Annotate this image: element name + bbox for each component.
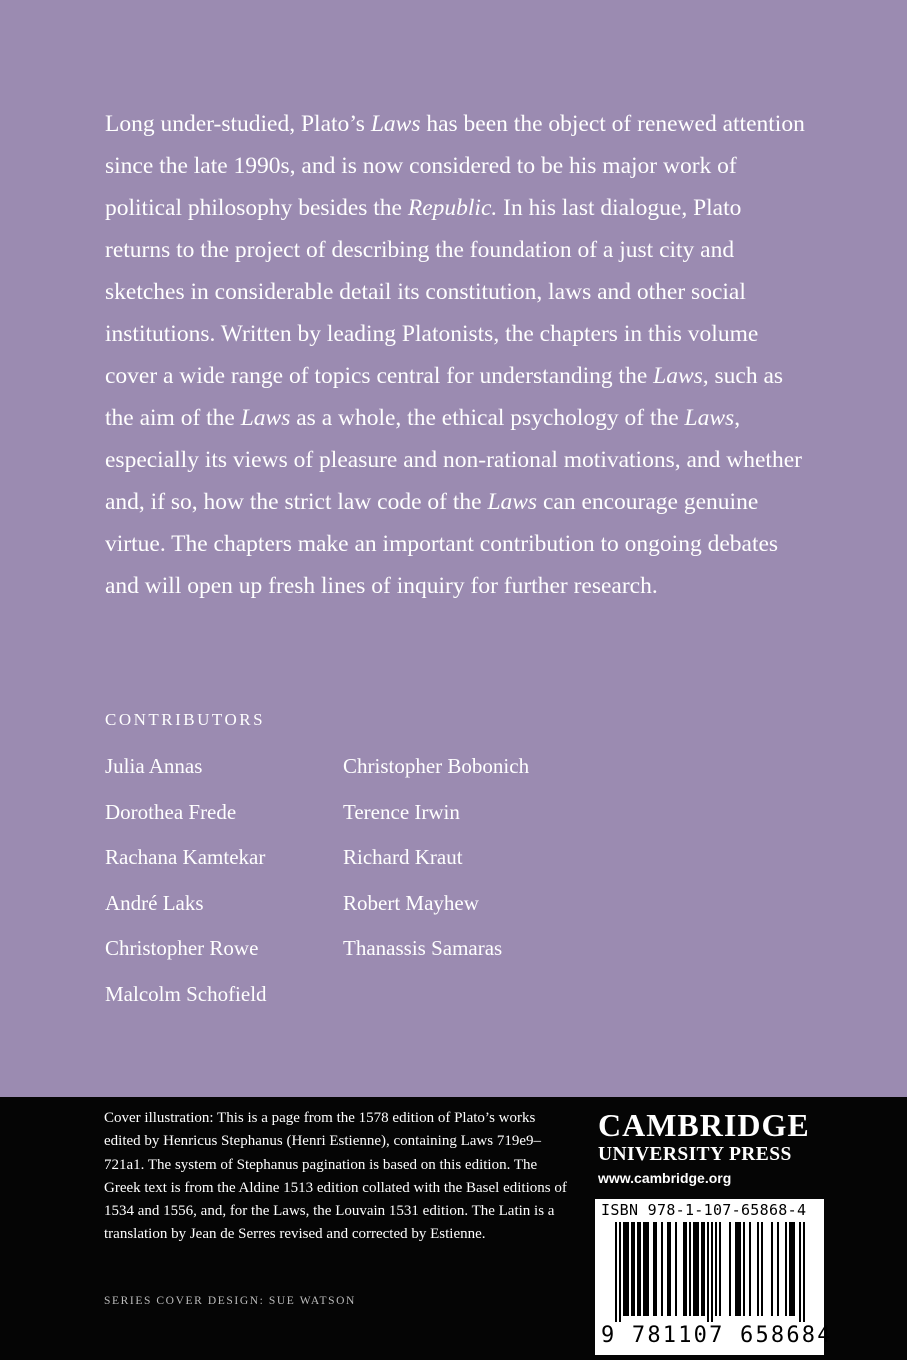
isbn-barcode [595, 1199, 833, 1355]
barcode-bar [703, 1222, 705, 1316]
barcode-bar [643, 1222, 645, 1316]
barcode-bar [743, 1222, 745, 1316]
barcode-bar [689, 1222, 691, 1316]
cover-illustration-note: Cover illustration: This is a page from the 1578 edition of Plato’s works edited by Henricus Stephanus (Henri Estienne), containing Laws 719e9–721a1. The system of Stephanus pagination is based on this edition. The Greek text is from the Aldine 1513 edition collated with the Basel editions of 1534 and 1556, and, for the Laws, the Louvain 1531 edition. The Latin is a translation by Jean de Serres revised and corrected by Estienne. [104, 1110, 567, 1243]
barcode-bar [661, 1222, 663, 1316]
blurb-text: can encourage genuine virtue. The chapters make an important contribution to ongoing debates and will open up fresh lines of inquiry for further research. [105, 489, 779, 599]
barcode-bar [619, 1222, 621, 1322]
contributor-name: Christopher Bobonich [343, 754, 530, 778]
blurb-text: , especially its views of pleasure and non-rational motivations, and whether and, if so, how the strict law code of the [105, 405, 802, 515]
barcode-bar [737, 1222, 739, 1316]
barcode-bar [791, 1222, 793, 1316]
blurb-text: as a whole, the ethical psychology of the [290, 405, 685, 431]
blurb-title-laws: Laws [684, 405, 735, 431]
barcode-bar [627, 1222, 629, 1316]
barcode-bar [707, 1222, 709, 1322]
barcode-bar [667, 1222, 669, 1316]
barcode-bar [653, 1222, 655, 1316]
barcode-bar [633, 1222, 635, 1316]
contributor-name: Julia Annas [105, 754, 203, 778]
barcode-bar [669, 1222, 671, 1316]
barcode-bar [749, 1222, 751, 1316]
barcode-bar [789, 1222, 791, 1316]
barcode-bar [647, 1222, 649, 1316]
blurb-text: In his last dialogue, Plato returns to the project of describing the foundation of a just city and sketches in considerable detail its constitution, laws and other social institutions. Written by leading Platonists, the chapters in this volume cover a wide range of topics central for understanding the [105, 195, 759, 389]
contributor-name: Dorothea Frede [105, 799, 237, 824]
contributors-right-column [343, 750, 529, 978]
footer-band [0, 1097, 907, 1360]
publisher-name: CAMBRIDGE [598, 1107, 810, 1143]
barcode-bar [655, 1222, 657, 1316]
barcode-bar [701, 1222, 703, 1316]
contributor-name: Terence Irwin [343, 799, 460, 824]
barcode-bar [645, 1222, 647, 1316]
barcode-bar [637, 1222, 639, 1316]
barcode-bar [785, 1222, 787, 1316]
barcode-bar [803, 1222, 805, 1322]
barcode-bar [771, 1222, 773, 1316]
publisher-url: www.cambridge.org [598, 1170, 732, 1186]
barcode-bar [683, 1222, 685, 1316]
barcode-bar [793, 1222, 795, 1316]
contributor-name: Malcolm Schofield [105, 981, 267, 1006]
blurb-title-republic: Republic. [407, 195, 498, 221]
publisher-press: UNIVERSITY PRESS [598, 1144, 792, 1165]
blurb-text: , such as the aim of the [105, 363, 784, 431]
barcode-bar [729, 1222, 731, 1316]
isbn-label: ISBN 978-1-107-65868-4 [601, 1201, 807, 1219]
contributor-name: Robert Mayhew [343, 890, 479, 915]
barcode-bar [757, 1222, 759, 1316]
barcode-bar [735, 1222, 737, 1316]
barcode-bar [777, 1222, 779, 1316]
barcode-bar [739, 1222, 741, 1316]
barcode-bar [639, 1222, 641, 1316]
contributor-name: Richard Kraut [343, 845, 463, 869]
contributor-name: Rachana Kamtekar [105, 845, 266, 869]
barcode-bar [615, 1222, 617, 1322]
series-cover-design-credit: SERIES COVER DESIGN: SUE WATSON [104, 1295, 356, 1307]
blurb-title-laws: Laws [487, 489, 538, 515]
barcode-bar [695, 1222, 697, 1316]
blurb-title-laws: Laws [653, 363, 703, 389]
contributor-name: Thanassis Samaras [343, 936, 503, 960]
blurb-text: has been the object of renewed attention since the late 1990s, and is now considered to be his major work of political philosophy besides the [105, 111, 805, 221]
blurb-title-laws: Laws [370, 111, 421, 137]
barcode-bar [711, 1222, 713, 1322]
contributor-name: Christopher Rowe [105, 936, 259, 960]
barcode-bar [693, 1222, 695, 1316]
blurb-paragraph [105, 103, 805, 607]
barcode-bar [799, 1222, 801, 1322]
barcode-bar [625, 1222, 627, 1316]
barcode-bar [623, 1222, 625, 1316]
barcode-bar [715, 1222, 717, 1316]
barcode-bar [697, 1222, 699, 1316]
back-cover-blurb [105, 103, 805, 607]
barcode-bar [631, 1222, 633, 1316]
barcode-bars [595, 1222, 824, 1324]
barcode-bar [719, 1222, 721, 1316]
contributor-name: André Laks [105, 890, 204, 915]
blurb-title-laws: Laws [240, 405, 291, 431]
publisher-logo [598, 1107, 828, 1189]
barcode-digits: 9 781107 658684 [601, 1323, 833, 1348]
barcode-bar [675, 1222, 677, 1316]
contributors-left-column [105, 750, 267, 1023]
blurb-text: Long under-studied, Plato’s [105, 111, 371, 137]
barcode-bar [685, 1222, 687, 1316]
barcode-bar [761, 1222, 763, 1316]
contributors-heading: CONTRIBUTORS [105, 710, 266, 729]
